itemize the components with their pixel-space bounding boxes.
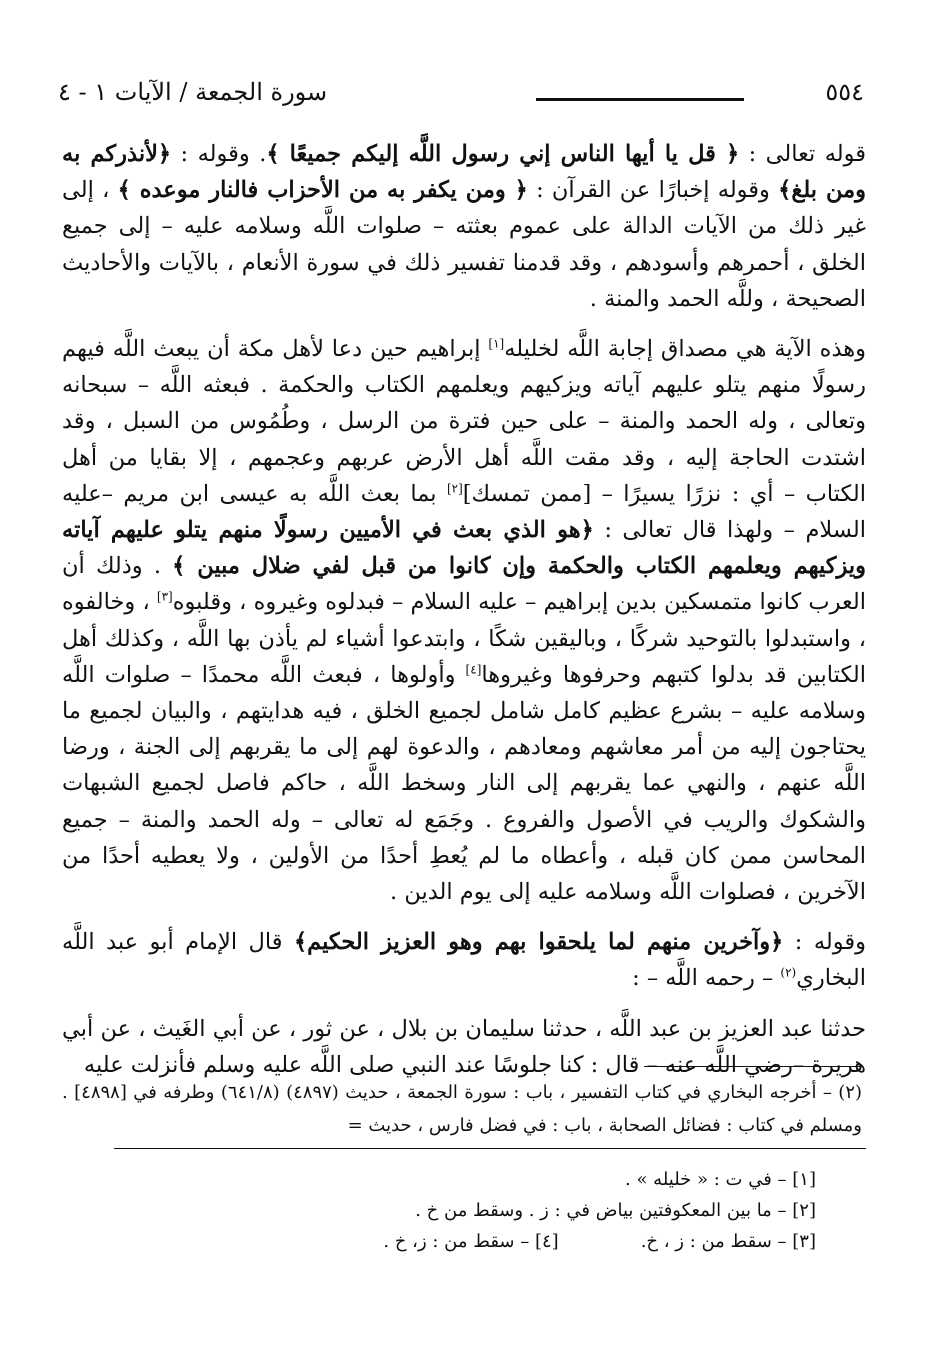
variant-notes: [383, 1164, 816, 1257]
footnote-takhrij: (٢) – أخرجه البخاري في كتاب التفسير ، باب : سورة الجمعة ، حديث (٤٨٩٧) (٦٤١/٨) وطرفه في [٤٨٩٨] . ومسلم في كتاب : فضائل الصحابة ، باب : في فضل فارس ، حديث =: [62, 1082, 863, 1136]
page-number: ٥٥٤: [825, 78, 864, 106]
footnote-rule: [644, 1066, 862, 1067]
text-segment: قال الإمام أبو عبد اللَّه البخاري: [62, 929, 866, 992]
footnote-marker: [١]: [488, 336, 505, 351]
text-segment: ، وخالفوه ، واستبدلوا بالتوحيد شركًا ، وباليقين شكًا ، وابتدعوا أشياء لم يأذن بها اللَّه ، وكذلك أهل الكتابين قد بدلوا كتبهم وحرفوها وغيروها: [62, 589, 866, 688]
footnote-marker: [٢]: [446, 481, 463, 496]
text-segment: إبراهيم حين دعا لأهل مكة أن يبعث اللَّه فيهم رسولًا منهم يتلو عليهم آياته ويزكيهم ويعلمهم الكتاب والحكمة . فبعثه اللَّه – سبحانه وتعالى ، وله الحمد والمنة – على حين فترة من الرسل ، وطُمُوس من السبل ، وقد اشتدت الحاجة إليه ، وقد مقت اللَّه أهل الأرض عربهم وعجمهم ، إلا بقايا من أهل الكتاب – أي : نزرًا يسيرًا – [ممن تمسك]: [62, 336, 866, 507]
paragraph: [62, 1011, 866, 1083]
text-segment: وهذه الآية هي مصداق إجابة اللَّه لخليله: [504, 336, 866, 363]
text-segment: وقوله :: [783, 929, 866, 956]
variant-notes-rule: [114, 1148, 866, 1149]
variant-note-1: [١] – في ت : « خليله » .: [625, 1169, 816, 1190]
variant-notes-row-3: [383, 1226, 816, 1257]
text-segment: ، إلى غير ذلك من الآيات الدالة على عموم بعثته – صلوات اللَّه وسلامه عليه – إلى جميع الخلق ، أحمرهم وأسودهم ، وقد قدمنا تفسير ذلك في سورة الأنعام ، بالآيات والأحاديث الصحيحة ، وللَّه الحمد والمنة .: [62, 177, 866, 312]
paragraph: [62, 924, 866, 996]
footnote-marker: [٣]: [156, 589, 173, 604]
paragraph: [62, 136, 866, 317]
variant-note-2: [٢] – ما بين المعكوفتين بياض في : ز . وسقط من خ .: [415, 1200, 816, 1221]
quran-verse: ﴿لأنذركم به ومن بلغ﴾: [62, 141, 866, 204]
page-header: [58, 74, 864, 114]
text-segment: قوله تعالى :: [739, 141, 866, 167]
footnote-marker: [٤]: [465, 662, 482, 677]
quran-verse: ﴿ قل يا أيها الناس إني رسول اللَّه إليكم جميعًا ﴾: [266, 141, 740, 167]
quran-verse: ﴿وآخرين منهم لما يلحقوا بهم وهو العزيز الحكيم﴾: [293, 929, 784, 956]
text-segment: وأولوها ، فبعث اللَّه محمدًا – صلوات اللَّه وسلامه عليه – بشرع عظيم كامل شامل لجميع الخلق ، فيه هدايتهم ، والبيان لجميع ما يحتاجون إليه من أمر معاشهم ومعادهم ، والدعوة لهم إلى ما يقربهم إلى الجنة ، ورضا اللَّه عنهم ، والنهي عما يقربهم إلى النار وسخط اللَّه ، حاكم فاصل لجميع الشبهات والشكوك والريب في الأصول والفروع . وجَمَع له تعالى – وله الحمد والمنة – جميع المحاسن ممن كان قبله ، وأعطاه ما لم يُعطِ أحدًا من الأولين ، ولا يعطيه أحدًا من الآخرين ، فصلوات اللَّه وسلامه عليه إلى يوم الدين .: [62, 661, 866, 906]
paragraph: [62, 331, 866, 910]
text-segment: وقوله إخبارًا عن القرآن :: [527, 177, 779, 204]
footnote-marker: (٢): [780, 965, 797, 980]
text-segment: بما بعث اللَّه به عيسى ابن مريم –عليه السلام – ولهذا قال تعالى :: [62, 480, 866, 544]
quran-verse: ﴿هو الذي بعث في الأميين رسولًا منهم يتلو عليهم آياته ويزكيهم ويعلمهم الكتاب والحكمة وإن كانوا من قبل لفي ضلال مبين ﴾: [62, 517, 866, 580]
text-segment: حدثنا عبد العزيز بن عبد اللَّه ، حدثنا سليمان بن بلال ، عن ثور ، عن أبي الغَيث ، عن أبي هريرة –رضي اللَّه عنه – قال : كنا جلوسًا عند النبي صلى اللَّه عليه وسلم فأنزلت عليه: [62, 1015, 866, 1078]
text-segment: – رحمه اللَّه – :: [632, 965, 781, 992]
variant-note-3: [٣] – سقط من : ز ، خ.: [640, 1231, 816, 1252]
text-segment: . وذلك أن العرب كانوا متمسكين بدين إبراهيم – عليه السلام – فبدلوه وغيروه ، وقلبوه: [62, 553, 866, 616]
text-segment: . وقوله :: [171, 141, 267, 167]
header-rule: [536, 98, 744, 101]
main-text: [62, 136, 866, 1097]
variant-note-4: [٤] – سقط من : ز، خ .: [383, 1231, 559, 1252]
quran-verse: ﴿ ومن يكفر به من الأحزاب فالنار موعده ﴾: [117, 177, 528, 204]
surah-title: سورة الجمعة / الآيات ١ - ٤: [58, 78, 328, 106]
